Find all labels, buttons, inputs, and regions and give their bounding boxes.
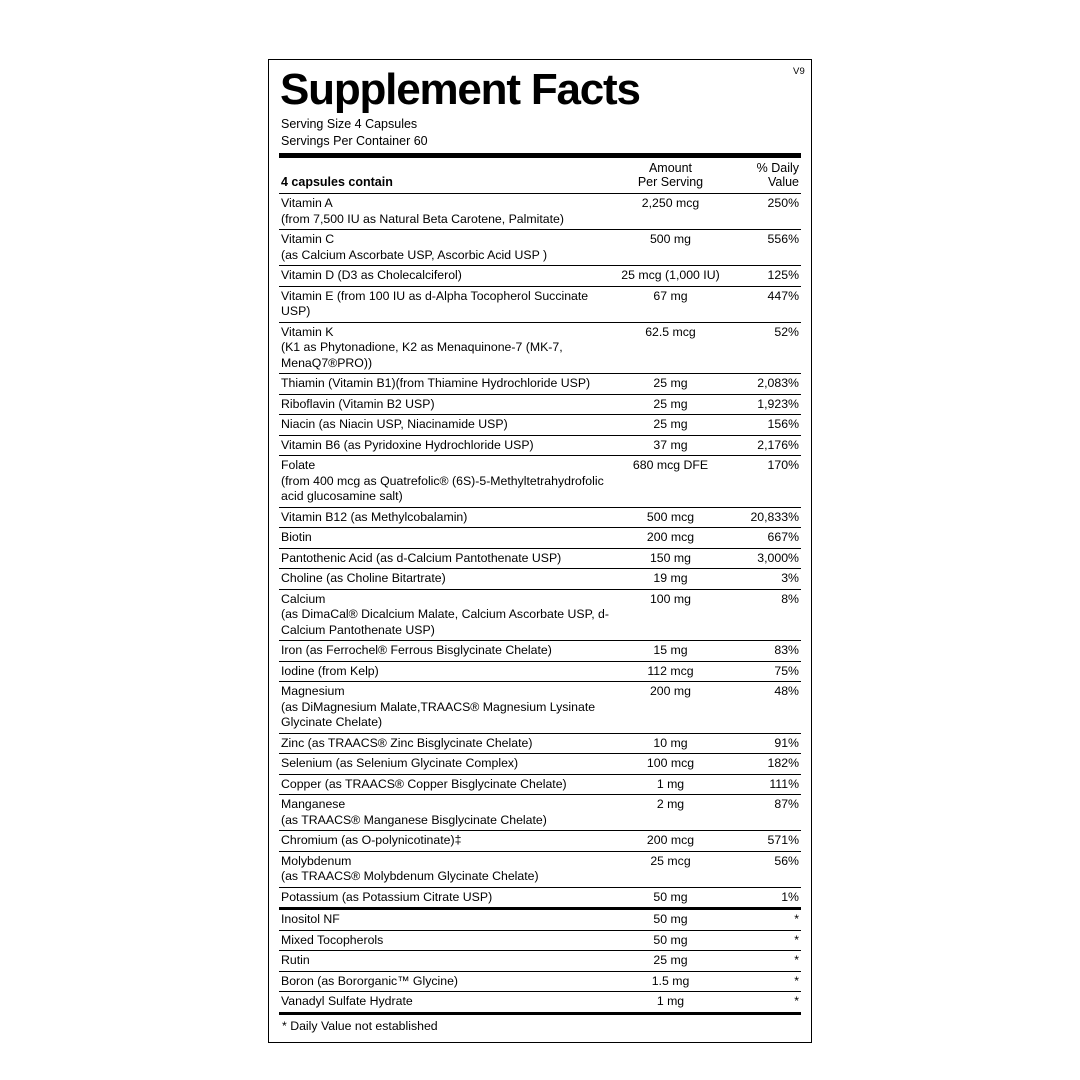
ingredient-name-text: Vitamin B12 (as Methylcobalamin) [281,509,468,524]
table-row [279,435,801,456]
percent-daily-value: 556% [725,230,801,266]
column-header-amount-line1: Amount [648,161,693,175]
ingredient-source-text: (from 400 mcg as Quatrefolic® (6S)-5-Methyltetrahydrofolic acid glucosamine salt) [281,473,604,503]
ingredient-name-text: Molybdenum [281,853,352,868]
ingredient-name-text: Chromium (as O-polynicotinate)‡ [281,833,462,847]
amount-per-serving: 25 mg [616,415,726,436]
table-row [279,951,801,972]
ingredient-name [279,641,616,662]
percent-daily-value: 447% [725,286,801,322]
ingredient-name [279,589,616,641]
ingredient-name [279,887,616,909]
amount-per-serving: 1.5 mg [616,971,726,992]
column-header-amount-line2: Per Serving [637,175,704,189]
column-header-name: 4 capsules contain [279,158,616,194]
percent-daily-value: * [725,910,801,930]
ingredient-name-text: Pantothenic Acid (as d-Calcium Pantothenate USP) [281,550,562,565]
percent-daily-value: 20,833% [725,507,801,528]
ingredient-name [279,682,616,734]
amount-per-serving: 100 mg [616,589,726,641]
version-code: V9 [792,66,805,77]
amount-per-serving: 19 mg [616,569,726,590]
percent-daily-value: 156% [725,415,801,436]
servings-per-container: Servings Per Container 60 [281,133,428,148]
percent-daily-value: 182% [725,754,801,775]
ingredient-name [279,415,616,436]
nutrition-table-no-dv [279,910,801,1015]
ingredient-name [279,194,616,230]
ingredient-name [279,733,616,754]
percent-daily-value: 170% [725,456,801,508]
ingredient-name [279,992,616,1014]
table-row [279,641,801,662]
amount-per-serving: 25 mcg (1,000 IU) [616,266,726,287]
percent-daily-value: * [725,930,801,951]
amount-per-serving: 200 mcg [616,831,726,852]
ingredient-name [279,851,616,887]
amount-per-serving: 150 mg [616,548,726,569]
ingredient-name [279,435,616,456]
percent-daily-value: 91% [725,733,801,754]
amount-per-serving: 500 mcg [616,507,726,528]
table-row [279,851,801,887]
amount-per-serving: 1 mg [616,992,726,1014]
page-title: Supplement Facts [280,65,640,114]
column-header-dv-line1: % Daily [756,161,799,175]
ingredient-name-text: Thiamin (Vitamin B1)(from Thiamine Hydrochloride USP) [281,376,591,390]
ingredient-name-text: Vitamin E (from 100 IU as d-Alpha Tocopherol Succinate USP) [281,288,589,318]
amount-per-serving: 50 mg [616,887,726,909]
amount-per-serving: 500 mg [616,230,726,266]
table-row [279,992,801,1014]
ingredient-name-text: Copper (as TRAACS® Copper Bisglycinate Chelate) [281,776,567,791]
percent-daily-value: 111% [725,774,801,795]
amount-per-serving: 25 mg [616,394,726,415]
amount-per-serving: 1 mg [616,774,726,795]
ingredient-name-text: Inositol NF [281,912,340,926]
ingredient-name [279,507,616,528]
ingredient-name [279,286,616,322]
ingredient-name-text: Vitamin D (D3 as Cholecalciferol) [281,268,462,282]
ingredient-name [279,569,616,590]
amount-per-serving: 62.5 mcg [616,322,726,374]
table-row [279,831,801,852]
percent-daily-value: 2,083% [725,374,801,395]
table-row [279,528,801,549]
percent-daily-value: 52% [725,322,801,374]
ingredient-name-text: Vanadyl Sulfate Hydrate [281,994,413,1008]
table-row [279,589,801,641]
table-row [279,754,801,775]
table-row [279,415,801,436]
ingredient-name-text: Biotin [281,530,312,544]
serving-size: Serving Size 4 Capsules [281,117,418,131]
ingredient-name [279,374,616,395]
percent-daily-value: 2,176% [725,435,801,456]
percent-daily-value: 250% [725,194,801,230]
footnote: * Daily Value not established [282,1018,438,1033]
percent-daily-value: 8% [725,589,801,641]
amount-per-serving: 10 mg [616,733,726,754]
percent-daily-value: 83% [725,641,801,662]
percent-daily-value: 75% [725,661,801,682]
table-row [279,230,801,266]
ingredient-name-text: Magnesium [281,684,345,698]
percent-daily-value: 1% [725,887,801,909]
ingredient-source-text: (K1 as Phytonadione, K2 as Menaquinone-7 (MK-7, MenaQ7®PRO)) [281,340,563,370]
percent-daily-value: 3,000% [725,548,801,569]
ingredient-name-text: Calcium [281,591,326,606]
table-row [279,507,801,528]
column-header-amount [616,158,726,194]
amount-per-serving: 680 mcg DFE [616,456,726,508]
ingredient-name-text: Iron (as Ferrochel® Ferrous Bisglycinate Chelate) [281,643,552,657]
ingredient-name-text: Iodine (from Kelp) [281,663,379,678]
table-row [279,548,801,569]
percent-daily-value: * [725,992,801,1014]
ingredient-name-text: Zinc (as TRAACS® Zinc Bisglycinate Chelate) [281,735,533,750]
percent-daily-value: 48% [725,682,801,734]
ingredient-source-text: (as TRAACS® Manganese Bisglycinate Chelate) [281,812,547,827]
table-row [279,569,801,590]
table-row [279,682,801,734]
ingredient-name-text: Mixed Tocopherols [281,932,384,947]
amount-per-serving: 67 mg [616,286,726,322]
ingredient-name-text: Niacin (as Niacin USP, Niacinamide USP) [281,417,508,431]
amount-per-serving: 50 mg [616,930,726,951]
percent-daily-value: 571% [725,831,801,852]
ingredient-name [279,930,616,951]
table-row [279,971,801,992]
ingredient-name-text: Manganese [281,797,346,811]
ingredient-name-text: Vitamin K [281,324,334,339]
ingredient-source-text: (from 7,500 IU as Natural Beta Carotene, Palmitate) [281,211,564,226]
ingredient-name-text: Potassium (as Potassium Citrate USP) [281,889,493,904]
ingredient-name [279,528,616,549]
ingredient-name-text: Choline (as Choline Bitartrate) [281,571,446,585]
ingredient-name [279,831,616,852]
percent-daily-value: 1,923% [725,394,801,415]
ingredient-name-text: Folate [281,458,316,472]
ingredient-name-text: Boron (as Bororganic™ Glycine) [281,973,459,988]
table-row [279,910,801,930]
ingredient-name [279,910,616,930]
table-row [279,374,801,395]
amount-per-serving: 2 mg [616,795,726,831]
amount-per-serving: 25 mg [616,374,726,395]
amount-per-serving: 112 mcg [616,661,726,682]
ingredient-name [279,322,616,374]
ingredient-name [279,951,616,972]
amount-per-serving: 37 mg [616,435,726,456]
table-row [279,286,801,322]
ingredient-name [279,795,616,831]
ingredient-source-text: (as DimaCal® Dicalcium Malate, Calcium Ascorbate USP, d-Calcium Pantothenate USP) [281,607,609,637]
percent-daily-value: * [725,951,801,972]
nutrition-table [279,158,801,910]
column-header-dv-line2: Value [767,175,799,189]
ingredient-source-text: (as DiMagnesium Malate,TRAACS® Magnesium Lysinate Glycinate Chelate) [281,699,596,729]
ingredient-name-text: Riboflavin (Vitamin B2 USP) [281,396,435,411]
amount-per-serving: 2,250 mcg [616,194,726,230]
table-row [279,394,801,415]
amount-per-serving: 200 mcg [616,528,726,549]
amount-per-serving: 200 mg [616,682,726,734]
ingredient-name [279,754,616,775]
table-row [279,456,801,508]
percent-daily-value: 3% [725,569,801,590]
ingredient-name [279,230,616,266]
table-row [279,887,801,909]
ingredient-name-text: Vitamin C [281,232,335,246]
ingredient-name [279,266,616,287]
ingredient-name-text: Vitamin B6 (as Pyridoxine Hydrochloride USP) [281,437,534,452]
table-row [279,661,801,682]
supplement-facts-panel [268,59,812,1043]
table-row [279,194,801,230]
ingredient-source-text: (as TRAACS® Molybdenum Glycinate Chelate) [281,869,539,883]
percent-daily-value: 87% [725,795,801,831]
percent-daily-value: 56% [725,851,801,887]
ingredient-name [279,548,616,569]
table-row [279,795,801,831]
ingredient-source-text: (as Calcium Ascorbate USP, Ascorbic Acid USP ) [281,247,548,262]
percent-daily-value: 667% [725,528,801,549]
ingredient-name [279,661,616,682]
table-header-row [279,158,801,194]
percent-daily-value: * [725,971,801,992]
table-row [279,774,801,795]
amount-per-serving: 100 mcg [616,754,726,775]
ingredient-name [279,774,616,795]
ingredient-name [279,456,616,508]
ingredient-name-text: Vitamin A [281,196,333,210]
amount-per-serving: 25 mcg [616,851,726,887]
table-row [279,266,801,287]
amount-per-serving: 25 mg [616,951,726,972]
table-row [279,322,801,374]
ingredient-name [279,971,616,992]
ingredient-name [279,394,616,415]
percent-daily-value: 125% [725,266,801,287]
ingredient-name-text: Rutin [281,953,310,967]
amount-per-serving: 15 mg [616,641,726,662]
table-row [279,930,801,951]
table-row [279,733,801,754]
ingredient-name-text: Selenium (as Selenium Glycinate Complex) [281,756,519,770]
amount-per-serving: 50 mg [616,910,726,930]
column-header-dv [725,158,801,194]
